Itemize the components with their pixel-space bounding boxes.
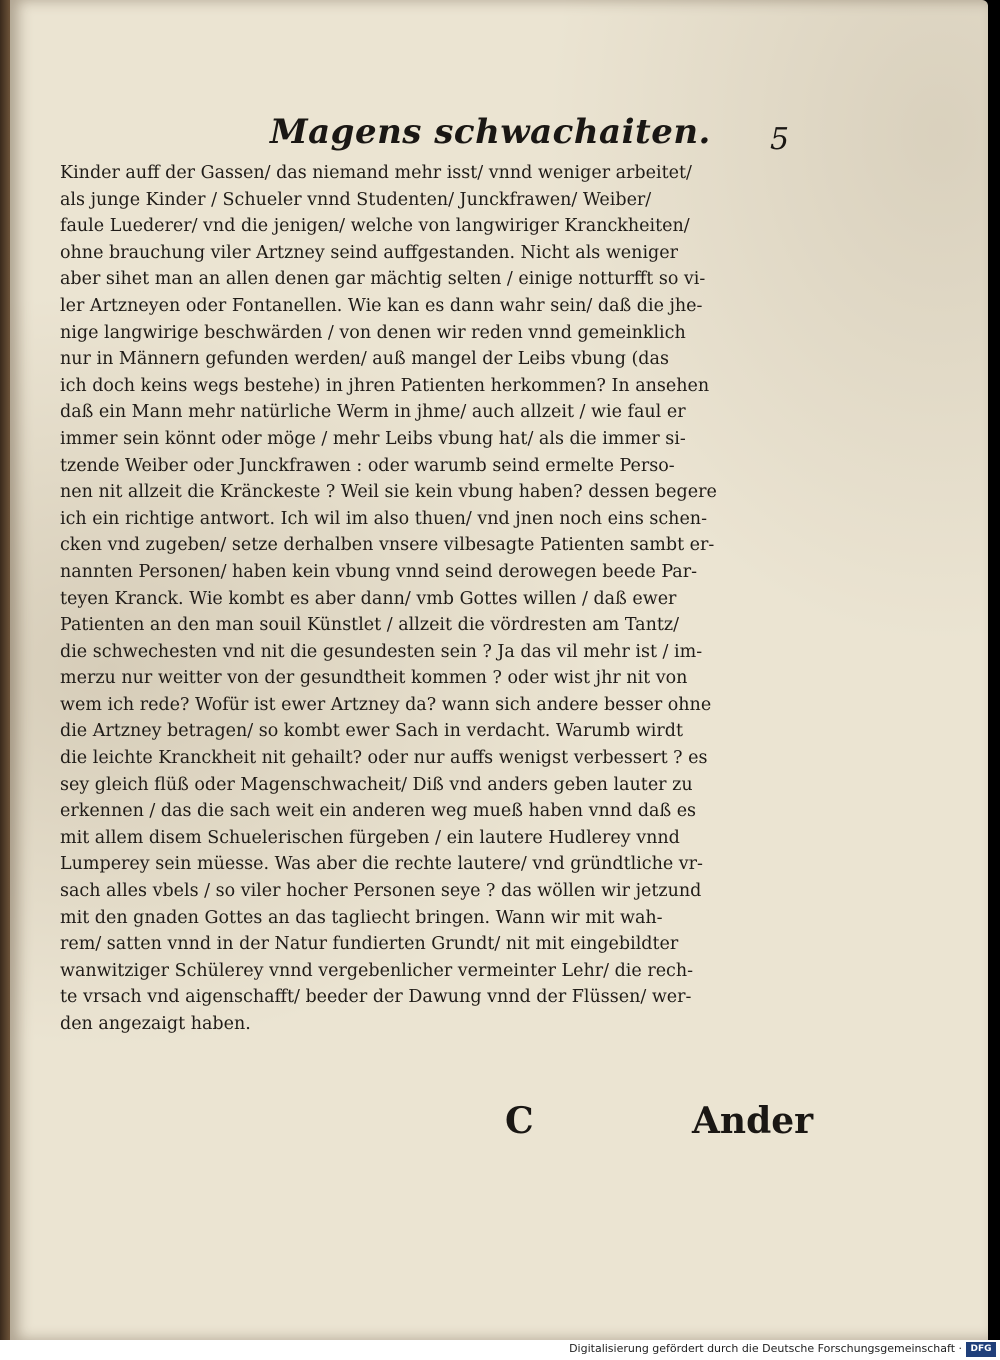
text-line: rem/ satten vnnd in der Natur fundierten Grundt/ nit mit eingebildter [60, 934, 679, 955]
book-page [10, 0, 988, 1340]
text-line: die Artzney betragen/ so kombt ewer Sach in verdacht. Warumb wirdt [60, 721, 683, 742]
page-number: 5 [770, 122, 790, 157]
text-line: erkennen / das die sach weit ein anderen weg mueß haben vnnd daß es [60, 801, 697, 822]
body-text [60, 160, 790, 1038]
text-line: nige langwirige beschwärden / von denen wir reden vnnd gemeinklich [60, 322, 686, 343]
text-line: aber sihet man an allen denen gar mächtig selten / einige notturfft so vi- [60, 269, 706, 290]
footer-bar [0, 1340, 1000, 1360]
catchword: Ander [692, 1100, 814, 1142]
text-line: sach alles vbels / so viler hocher Personen seye ? das wöllen wir jetzund [60, 881, 702, 902]
text-line: Kinder auff der Gassen/ das niemand mehr isst/ vnnd weniger arbeitet/ [60, 163, 692, 183]
text-line: die schwechesten vnd nit die gesundesten sein ? Ja das vil mehr ist / im- [60, 641, 703, 662]
text-line: faule Luederer/ vnd die jenigen/ welche von langwiriger Kranckheiten/ [60, 216, 690, 237]
text-line: tzende Weiber oder Junckfrawen : oder warumb seind ermelte Perso- [60, 455, 675, 476]
text-line: ich ein richtige antwort. Ich wil im also thuen/ vnd jnen noch eins schen- [60, 508, 707, 529]
text-line: sey gleich flüß oder Magenschwacheit/ Diß vnd anders geben lauter zu [60, 774, 693, 795]
running-head: Magens schwachaiten. [270, 112, 711, 152]
signature-mark: C [505, 1100, 534, 1142]
funding-credit: Digitalisierung gefördert durch die Deutsche Forschungsgemeinschaft · [569, 1342, 962, 1355]
text-line: te vrsach vnd aigenschafft/ beeder der Dawung vnnd der Flüssen/ wer- [60, 987, 692, 1008]
text-line: ler Artzneyen oder Fontanellen. Wie kan es dann wahr sein/ daß die jhe- [60, 295, 703, 316]
text-line: cken vnd zugeben/ setze derhalben vnsere vilbesagte Patienten sambt er- [60, 535, 715, 556]
text-line: ohne brauchung viler Artzney seind auffgestanden. Nicht als weniger [60, 242, 678, 263]
text-line: wem ich rede? Wofür ist ewer Artzney da? wann sich andere besser ohne [60, 694, 712, 715]
text-line: teyen Kranck. Wie kombt es aber dann/ vmb Gottes willen / daß ewer [60, 588, 677, 609]
text-line: Lumperey sein müesse. Was aber die rechte lautere/ vnd gründtliche vr- [60, 854, 703, 875]
text-line: wanwitziger Schülerey vnnd vergebenlicher vermeinter Lehr/ die rech- [60, 960, 694, 981]
text-line: mit den gnaden Gottes an das tagliecht bringen. Wann wir mit wah- [60, 907, 663, 928]
text-line: ich doch keins wegs bestehe) in jhren Patienten herkommen? In ansehen [60, 375, 710, 396]
text-line: immer sein könnt oder möge / mehr Leibs vbung hat/ als die immer si- [60, 428, 686, 449]
text-line: nen nit allzeit die Kränckeste ? Weil sie kein vbung haben? dessen begere [60, 482, 717, 503]
text-line: den angezaigt haben. [60, 1014, 251, 1034]
text-line: die leichte Kranckheit nit gehailt? oder nur auffs wenigst verbessert ? es [60, 748, 708, 769]
text-line: nannten Personen/ haben kein vbung vnnd seind derowegen beede Par- [60, 561, 698, 582]
text-line: nur in Männern gefunden werden/ auß mangel der Leibs vbung (das [60, 349, 669, 370]
text-line: merzu nur weitter von der gesundtheit kommen ? oder wist jhr nit von [60, 668, 688, 689]
dfg-logo-icon: DFG [966, 1342, 996, 1357]
text-line: daß ein Mann mehr natürliche Werm in jhme/ auch allzeit / wie faul er [60, 402, 686, 423]
text-line: als junge Kinder / Schueler vnnd Studenten/ Junckfrawen/ Weiber/ [60, 189, 652, 210]
text-line: Patienten an den man souil Künstlet / allzeit die vördresten am Tantz/ [60, 615, 680, 636]
text-line: mit allem disem Schuelerischen fürgeben / ein lautere Hudlerey vnnd [60, 827, 680, 848]
